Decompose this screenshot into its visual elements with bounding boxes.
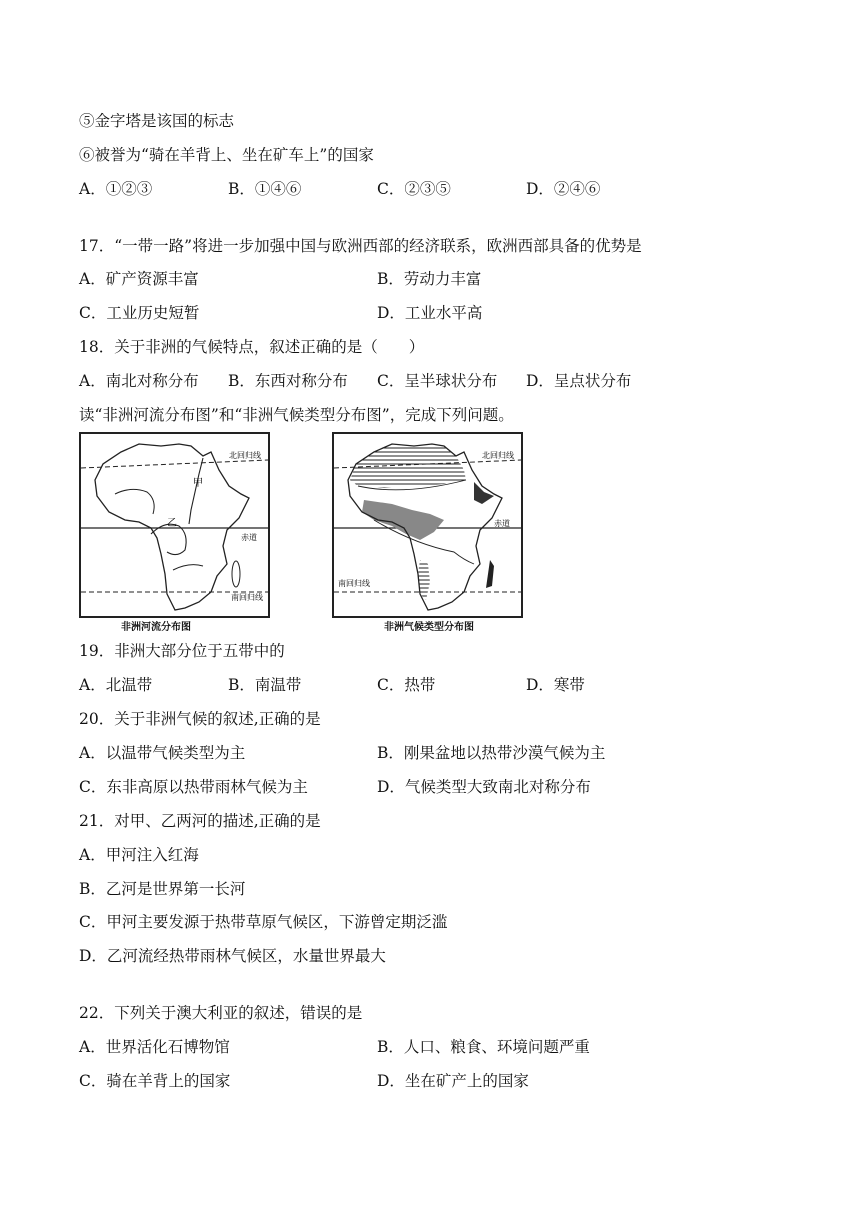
zambezi-river [173,565,203,570]
maps-figure [79,432,539,632]
label-equator: 赤道 [241,533,257,542]
q20-stem: 20．关于非洲气候的叙述,正确的是 [79,710,321,728]
q22-option-a: A．世界活化石博物馆 [79,1038,230,1056]
q17-stem: 17．“一带一路”将进一步加强中国与欧洲西部的经济联系，欧洲西部具备的优势是 [79,237,642,255]
q19-option-a: A．北温带 [79,676,153,694]
label-tropic-south: 南回归线 [338,579,370,588]
q16-option-c: C．②③⑤ [377,180,451,198]
q22-option-d: D．坐在矿产上的国家 [377,1072,529,1090]
q20-option-b: B．刚果盆地以热带沙漠气候为主 [377,744,606,762]
q21-option-c: C．甲河主要发源于热带草原气候区，下游曾定期泛滥 [79,913,448,931]
label-equator: 赤道 [494,519,510,528]
q19-option-c: C．热带 [377,676,436,694]
q18-stem: 18．关于非洲的气候特点，叙述正确的是（ ） [79,338,425,356]
tropic-north-line [81,460,268,468]
q20-option-c: C．东非高原以热带雨林气候为主 [79,778,308,796]
q16-option-d: D．②④⑥ [526,180,601,198]
q19-option-b: B．南温带 [228,676,302,694]
label-tropic-south: 南回归线 [231,593,263,602]
q21-option-b: B．乙河是世界第一长河 [79,880,246,898]
label-tropic-north: 北回归线 [229,451,261,460]
q16-option-b: B．①④⑥ [228,180,302,198]
africa-river-map-svg [81,434,268,616]
label-yi: 乙 [167,518,177,529]
q19-option-d: D．寒带 [526,676,585,694]
q22-option-c: C．骑在羊背上的国家 [79,1072,231,1090]
africa-climate-map-svg [334,434,521,616]
q16-item-6: ⑥被誉为“骑在羊背上、坐在矿车上”的国家 [79,146,374,164]
river-map-caption: 非洲河流分布图 [121,622,191,633]
q21-stem: 21．对甲、乙两河的描述,正确的是 [79,812,321,830]
q16-item-5: ⑤金字塔是该国的标志 [79,112,235,130]
label-jia: 甲 [193,478,203,489]
map-intro: 读“非洲河流分布图”和“非洲气候类型分布图”，完成下列问题。 [79,406,514,424]
q18-option-b: B．东西对称分布 [228,372,348,390]
madagascar-outline [232,561,240,587]
q18-option-c: C．呈半球状分布 [377,372,498,390]
madagascar-east-zone [486,560,494,588]
niger-river [115,489,154,514]
q18-option-d: D．呈点状分布 [526,372,632,390]
label-tropic-north: 北回归线 [482,451,514,460]
q20-option-a: A．以温带气候类型为主 [79,744,246,762]
jia-river [189,458,203,524]
q17-option-a: A．矿产资源丰富 [79,270,199,288]
horn-africa-zone [474,482,494,504]
africa-river-map [79,432,270,618]
q21-option-d: D．乙河流经热带雨林气候区，水量世界最大 [79,947,386,965]
q22-option-b: B．人口、粮食、环境问题严重 [377,1038,590,1056]
q17-option-b: B．劳动力丰富 [377,270,482,288]
q20-option-d: D．气候类型大致南北对称分布 [377,778,591,796]
q17-option-d: D．工业水平高 [377,304,483,322]
q22-stem: 22．下列关于澳大利亚的叙述，错误的是 [79,1004,363,1022]
q19-stem: 19．非洲大部分位于五带中的 [79,642,285,660]
q21-option-a: A．甲河注入红海 [79,846,199,864]
climate-map-caption: 非洲气候类型分布图 [384,622,474,633]
q18-option-a: A．南北对称分布 [79,372,199,390]
q17-option-c: C．工业历史短暂 [79,304,200,322]
africa-climate-map [332,432,523,618]
q16-option-a: A．①②③ [79,180,153,198]
